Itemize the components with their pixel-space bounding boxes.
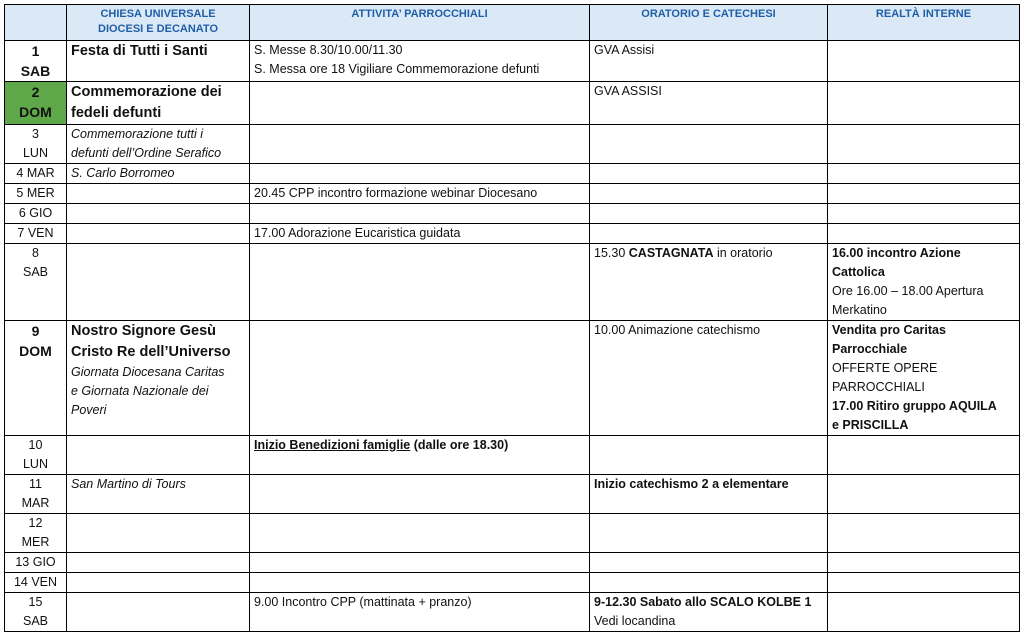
- parish-cell: [250, 204, 590, 224]
- oratory-cell: [590, 125, 828, 164]
- oratory-cell: 15.30 CASTAGNATA in oratorio: [590, 244, 828, 321]
- header-day: [5, 5, 67, 41]
- oratory-cell: [590, 164, 828, 184]
- day-cell: 15 SAB: [5, 593, 67, 632]
- internal-cell: [828, 573, 1020, 593]
- oratory-cell: GVA ASSISI: [590, 82, 828, 125]
- internal-cell: [828, 514, 1020, 553]
- oratory-cell: [590, 224, 828, 244]
- church-cell: S. Carlo Borromeo: [67, 164, 250, 184]
- day-cell: 4 MAR: [5, 164, 67, 184]
- header-row: [5, 5, 1020, 41]
- parish-cell: 20.45 CPP incontro formazione webinar Diocesano: [250, 184, 590, 204]
- internal-cell: [828, 593, 1020, 632]
- internal-cell: [828, 164, 1020, 184]
- church-cell: [67, 224, 250, 244]
- day-cell: 3 LUN: [5, 125, 67, 164]
- parish-cell: [250, 553, 590, 573]
- parish-cell: [250, 475, 590, 514]
- table-row: [5, 41, 1020, 82]
- day-cell: 14 VEN: [5, 573, 67, 593]
- table-row: [5, 164, 1020, 184]
- internal-cell: Vendita pro Caritas Parrocchiale OFFERTE OPERE PARROCCHIALI 17.00 Ritiro gruppo AQUILA e PRISCILLA: [828, 321, 1020, 436]
- internal-cell: [828, 436, 1020, 475]
- table-row: [5, 593, 1020, 632]
- internal-cell: [828, 553, 1020, 573]
- day-cell: 10 LUN: [5, 436, 67, 475]
- parish-calendar-table: [4, 4, 1020, 632]
- table-row: [5, 224, 1020, 244]
- header-parish: ATTIVITA’ PARROCCHIALI: [250, 5, 590, 41]
- church-cell: [67, 573, 250, 593]
- church-cell: [67, 436, 250, 475]
- internal-cell: [828, 224, 1020, 244]
- oratory-cell: 9-12.30 Sabato allo SCALO KOLBE 1 Vedi locandina: [590, 593, 828, 632]
- oratory-cell: [590, 573, 828, 593]
- table-row: [5, 82, 1020, 125]
- table-row: [5, 475, 1020, 514]
- church-cell: [67, 244, 250, 321]
- church-cell: Commemorazione tutti i defunti dell’Ordine Serafico: [67, 125, 250, 164]
- header-church: CHIESA UNIVERSALE DIOCESI E DECANATO: [67, 5, 250, 41]
- church-cell: [67, 514, 250, 553]
- day-cell: 8 SAB: [5, 244, 67, 321]
- internal-cell: [828, 41, 1020, 82]
- parish-cell: [250, 321, 590, 436]
- church-cell: [67, 593, 250, 632]
- internal-cell: [828, 184, 1020, 204]
- oratory-cell: Inizio catechismo 2 a elementare: [590, 475, 828, 514]
- church-cell: Commemorazione dei fedeli defunti: [67, 82, 250, 125]
- oratory-cell: [590, 184, 828, 204]
- parish-cell: [250, 82, 590, 125]
- oratory-cell: [590, 553, 828, 573]
- day-cell: 9 DOM: [5, 321, 67, 436]
- parish-cell: S. Messe 8.30/10.00/11.30 S. Messa ore 18 Vigiliare Commemorazione defunti: [250, 41, 590, 82]
- internal-cell: [828, 125, 1020, 164]
- header-internal: REALTÀ INTERNE: [828, 5, 1020, 41]
- oratory-cell: [590, 204, 828, 224]
- oratory-cell: [590, 436, 828, 475]
- day-cell: 11 MAR: [5, 475, 67, 514]
- table-row: [5, 553, 1020, 573]
- table-row: [5, 436, 1020, 475]
- day-cell: 7 VEN: [5, 224, 67, 244]
- church-cell: Nostro Signore Gesù Cristo Re dell’Universo Giornata Diocesana Caritas e Giornata Nazionale dei Poveri: [67, 321, 250, 436]
- parish-cell: [250, 164, 590, 184]
- day-cell: 5 MER: [5, 184, 67, 204]
- parish-cell: [250, 125, 590, 164]
- table-row: [5, 573, 1020, 593]
- internal-cell: [828, 204, 1020, 224]
- internal-cell: [828, 475, 1020, 514]
- table-row: [5, 514, 1020, 553]
- day-cell: 2 DOM: [5, 82, 67, 125]
- parish-cell: 9.00 Incontro CPP (mattinata + pranzo): [250, 593, 590, 632]
- day-cell: 6 GIO: [5, 204, 67, 224]
- church-cell: [67, 553, 250, 573]
- church-cell: San Martino di Tours: [67, 475, 250, 514]
- table-row: [5, 125, 1020, 164]
- table-row: [5, 204, 1020, 224]
- table-row: [5, 184, 1020, 204]
- parish-cell: Inizio Benedizioni famiglie (dalle ore 18.30): [250, 436, 590, 475]
- internal-cell: [828, 82, 1020, 125]
- day-cell: 1 SAB: [5, 41, 67, 82]
- day-cell: 13 GIO: [5, 553, 67, 573]
- church-cell: [67, 184, 250, 204]
- parish-cell: [250, 514, 590, 553]
- parish-cell: 17.00 Adorazione Eucaristica guidata: [250, 224, 590, 244]
- parish-cell: [250, 244, 590, 321]
- church-cell: Festa di Tutti i Santi: [67, 41, 250, 82]
- parish-cell: [250, 573, 590, 593]
- oratory-cell: [590, 514, 828, 553]
- table-row: [5, 244, 1020, 321]
- oratory-cell: GVA Assisi: [590, 41, 828, 82]
- day-cell: 12 MER: [5, 514, 67, 553]
- oratory-cell: 10.00 Animazione catechismo: [590, 321, 828, 436]
- table-row: [5, 321, 1020, 436]
- header-oratory: ORATORIO E CATECHESI: [590, 5, 828, 41]
- internal-cell: 16.00 incontro Azione Cattolica Ore 16.00 – 18.00 Apertura Merkatino: [828, 244, 1020, 321]
- church-cell: [67, 204, 250, 224]
